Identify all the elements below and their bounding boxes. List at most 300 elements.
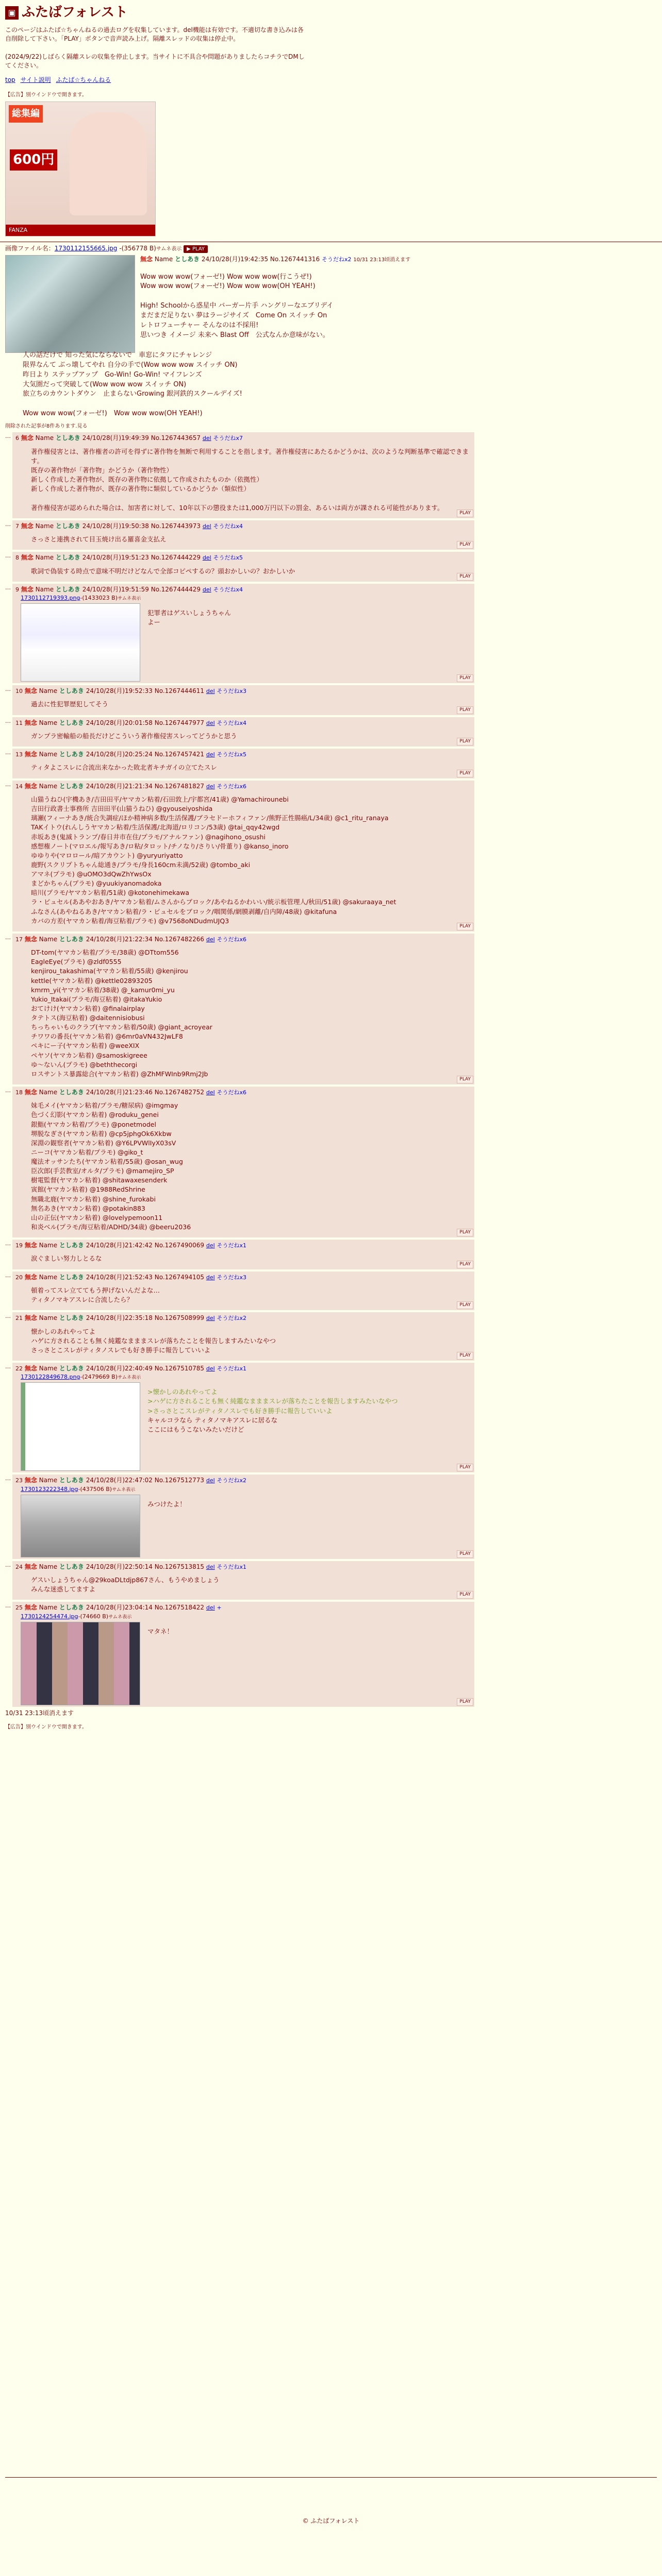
op-number: No.1267441316 bbox=[270, 256, 320, 263]
reply-name: としあき bbox=[59, 1242, 84, 1249]
reply-play-button[interactable]: PLAY bbox=[457, 706, 473, 714]
reply-post bbox=[12, 1561, 474, 1600]
reply-subject: 無念 bbox=[24, 935, 37, 943]
reply-play-button[interactable]: PLAY bbox=[457, 1076, 473, 1083]
reply-name: としあき bbox=[59, 1477, 84, 1484]
reply-index: 11 bbox=[15, 719, 23, 726]
reply-index: 18 bbox=[15, 1089, 23, 1096]
reply-row bbox=[5, 432, 657, 518]
op-body-1: Wow wow wow(フォーゼ!) Wow wow wow(行こうぜ!) Wow wow wow(フォーゼ!) Wow wow wow(OH YEAH!) High! Schoolから惑星中 バーガー片手 ハングリーなエブリデイ まだまだ足りない 夢はラージサイズ Come On スイッチ On レトロフューチャー そんなのは不採用! 思いつき イメージ 未来へ Blast Off 公式なんか意味がない。 bbox=[140, 273, 334, 339]
reply-number: No.1267513815 bbox=[154, 1563, 205, 1570]
op-body-2: 人の話だけで 知った気にならないで 車窓にタフにチャレンジ 限界なんて ぶっ壊してやれ 自分の手で(Wow wow wow スイッチ ON) 昨日より ステップアップ Go-Win! Go-Win! マイフレンズ 大気圏だって突破して(Wow wow wow スイッチ ON) 旅立ちのカウントダウン 止まらないGrowing 銀河鉄的スクールデイズ! Wow wow wow(フォーゼ!) Wow wow wow(OH YEAH!) bbox=[23, 351, 242, 418]
reply-play-button[interactable]: PLAY bbox=[457, 770, 473, 777]
reply-body: みつけたよ！ bbox=[147, 1500, 186, 1508]
op-date: 24/10/28(月)19:42:35 bbox=[201, 256, 269, 263]
name-label: Name bbox=[39, 1314, 58, 1322]
reply-name: としあき bbox=[59, 1364, 84, 1372]
reply-date: 24/10/28(月)19:49:39 bbox=[82, 434, 149, 442]
name-label: Name bbox=[39, 1242, 58, 1249]
reply-header bbox=[15, 1364, 471, 1373]
sod-button[interactable]: そうだねx1 bbox=[217, 1563, 246, 1570]
del-link[interactable]: del bbox=[206, 751, 215, 758]
reply-post bbox=[12, 781, 474, 931]
thumb-note: サムネ表示 bbox=[112, 1486, 136, 1493]
reply-header bbox=[15, 1603, 471, 1612]
sod-button[interactable]: そうだねx6 bbox=[217, 936, 246, 943]
reply-date: 24/10/28(月)19:51:23 bbox=[82, 554, 149, 562]
reply-list bbox=[5, 432, 657, 1706]
reply-header bbox=[15, 1273, 471, 1282]
reply-gutter: … bbox=[5, 934, 11, 941]
del-link[interactable]: del bbox=[202, 435, 211, 442]
op-file-link[interactable]: 1730112155665.jpg bbox=[54, 244, 118, 252]
sod-button[interactable]: + bbox=[217, 1604, 222, 1612]
reply-row bbox=[5, 552, 657, 582]
reply-number: No.1267444429 bbox=[151, 585, 201, 593]
reply-header bbox=[15, 1314, 471, 1323]
reply-play-button[interactable]: PLAY bbox=[457, 1301, 473, 1309]
reply-number: No.1267490069 bbox=[154, 1242, 205, 1249]
sod-button[interactable]: そうだねx4 bbox=[217, 719, 246, 726]
file-label: 画像ファイル名： bbox=[5, 244, 55, 252]
name-label: Name bbox=[35, 554, 54, 562]
reply-gutter: … bbox=[5, 433, 11, 440]
name-label: Name bbox=[35, 434, 54, 442]
reply-index: 20 bbox=[15, 1274, 23, 1281]
reply-row bbox=[5, 685, 657, 715]
reply-row bbox=[5, 584, 657, 683]
sod-button[interactable]: そうだねx5 bbox=[213, 554, 243, 562]
reply-row bbox=[5, 520, 657, 550]
reply-date: 24/10/28(月)23:04:14 bbox=[86, 1604, 153, 1612]
reply-index: 13 bbox=[15, 751, 23, 758]
reply-subject: 無念 bbox=[24, 1273, 37, 1281]
name-label: Name bbox=[39, 751, 58, 758]
reply-play-button[interactable]: PLAY bbox=[457, 1698, 473, 1706]
reply-body-wrap bbox=[147, 1387, 398, 1471]
reply-gutter: … bbox=[5, 552, 11, 560]
link-site-info[interactable]: サイト説明 bbox=[20, 76, 51, 83]
sod-button[interactable]: そうだねx7 bbox=[213, 435, 243, 442]
reply-name: としあき bbox=[59, 782, 84, 790]
site-title: ふたばフォレスト bbox=[22, 5, 128, 20]
reply-subject: 無念 bbox=[24, 1604, 37, 1612]
reply-gutter: … bbox=[5, 1313, 11, 1320]
reply-header bbox=[15, 782, 471, 791]
thumb-note: サムネ表示 bbox=[118, 1375, 141, 1381]
reply-name: としあき bbox=[55, 522, 80, 530]
reply-subject: 無念 bbox=[24, 1088, 37, 1096]
reply-subject: 無念 bbox=[24, 1242, 37, 1249]
reply-date: 24/10/28(月)21:42:42 bbox=[86, 1242, 153, 1249]
reply-date: 24/10/28(月)20:01:58 bbox=[86, 719, 153, 726]
reply-number: No.1267443657 bbox=[151, 434, 201, 442]
op-file-size: -(356778 B) bbox=[119, 244, 156, 252]
reply-date: 24/10/28(月)21:21:34 bbox=[86, 782, 153, 790]
reply-gutter: … bbox=[5, 1272, 11, 1279]
reply-play-button[interactable]: PLAY bbox=[457, 573, 473, 581]
reply-play-button[interactable]: PLAY bbox=[457, 541, 473, 549]
reply-header bbox=[15, 585, 471, 594]
op-thumbnail[interactable] bbox=[5, 255, 135, 353]
reply-gutter: … bbox=[5, 1087, 11, 1094]
op-header bbox=[140, 255, 410, 264]
reply-post bbox=[12, 934, 474, 1084]
reply-file-line bbox=[15, 594, 471, 602]
reply-body-wrap bbox=[147, 608, 231, 682]
reply-name: としあき bbox=[59, 1563, 84, 1570]
name-label: Name bbox=[39, 1273, 58, 1281]
reply-row bbox=[5, 1602, 657, 1706]
del-link[interactable]: del bbox=[206, 1604, 215, 1612]
reply-index: 24 bbox=[15, 1563, 23, 1570]
reply-number: No.1267457421 bbox=[154, 751, 205, 758]
del-link[interactable]: del bbox=[202, 522, 211, 530]
reply-thumbnail[interactable] bbox=[21, 603, 140, 682]
reply-play-button[interactable]: PLAY bbox=[457, 510, 473, 517]
name-label: Name bbox=[39, 935, 58, 943]
reply-name: としあき bbox=[59, 1314, 84, 1322]
reply-row bbox=[5, 1272, 657, 1311]
footer-divider bbox=[5, 2477, 657, 2478]
reply-name: としあき bbox=[59, 751, 84, 758]
reply-play-button[interactable]: PLAY bbox=[457, 923, 473, 930]
thumb-note: サムネ表示 bbox=[108, 1614, 132, 1620]
reply-gutter: … bbox=[5, 1602, 11, 1609]
reply-post bbox=[12, 1475, 474, 1558]
sod-button[interactable]: そうだねx5 bbox=[217, 751, 246, 758]
sod-button[interactable]: そうだねx6 bbox=[217, 1089, 246, 1096]
reply-number: No.1267518422 bbox=[154, 1604, 205, 1612]
reply-row bbox=[5, 717, 657, 747]
del-link[interactable]: del bbox=[206, 1477, 215, 1484]
del-link[interactable]: del bbox=[202, 554, 211, 562]
reply-name: としあき bbox=[55, 434, 80, 442]
reply-row bbox=[5, 934, 657, 1084]
reply-date: 24/10/28(月)22:35:18 bbox=[86, 1314, 153, 1322]
reply-index: 8 bbox=[15, 554, 19, 562]
name-label: Name bbox=[35, 585, 54, 593]
reply-post bbox=[12, 749, 474, 778]
reply-number: No.1267447977 bbox=[154, 719, 205, 726]
reply-gutter: … bbox=[5, 781, 11, 788]
reply-post bbox=[12, 1363, 474, 1472]
op-play-button[interactable]: ▶ PLAY bbox=[184, 245, 208, 253]
del-link[interactable]: del bbox=[206, 688, 215, 695]
reply-body: DT-tom(ヤマカン粘着/プラモ/38歳) @DTtom556 EagleEye(プラモ) @zldf0555 kenjirou_takashima(ヤマカン粘着/55歳) @kenjirou kettle(ヤマカン粘着) @kettle02893205 kmrm_yi(ヤマカン粘着/38歳) @_kamur0mi_yu Yukio_Itakai(プラモ/海豆粘着) @itakaYukio おてけけ(ヤマカン粘着) @finalairplay タテトス(海豆粘着) @daitennisiobusi ちっちゃいものクラブ(ヤマカン粘着/50歳) @giant_acroyear チワワの番長(ヤマカン粘着) @6mr0aVN432JwLF8 ペキにー子(ヤマカン粘着) @weeXIX ペヤソ(ヤマカン粘着) @samoskigreee ゆ～ないん(プラモ) @beththecorgi ロスサントス暴露総合(ヤマカン粘着) @ZhMFWInb9Rmj2Jb bbox=[31, 948, 212, 1078]
reply-post bbox=[12, 685, 474, 715]
reply-file-link[interactable]: 1730124254474.jpg bbox=[21, 1613, 78, 1620]
sod-button[interactable]: そうだねx1 bbox=[217, 1242, 246, 1249]
op-post bbox=[5, 255, 657, 353]
reply-name: としあき bbox=[55, 554, 80, 562]
site-logo-icon: ▣ bbox=[5, 6, 19, 20]
name-label: Name bbox=[39, 1088, 58, 1096]
reply-subject: 無念 bbox=[24, 782, 37, 790]
del-link[interactable]: del bbox=[206, 1274, 215, 1281]
reply-name: としあき bbox=[59, 687, 84, 695]
reply-number: No.1267444229 bbox=[151, 554, 201, 562]
reply-index: 17 bbox=[15, 936, 23, 943]
reply-index: 21 bbox=[15, 1315, 23, 1322]
op-subject: 無念 bbox=[140, 256, 153, 263]
reply-body-wrap bbox=[147, 1627, 173, 1705]
reply-number: No.1267494105 bbox=[154, 1273, 205, 1281]
reply-body: マタネ！ bbox=[147, 1627, 174, 1635]
reply-row bbox=[5, 1087, 657, 1238]
sod-button[interactable]: そうだねx3 bbox=[217, 1274, 246, 1281]
reply-subject: 無念 bbox=[24, 1563, 37, 1570]
name-label: Name bbox=[39, 782, 58, 790]
reply-subject: 無念 bbox=[24, 1477, 37, 1484]
reply-body: 過去に性犯罪歴犯してそう bbox=[31, 700, 109, 708]
del-link[interactable]: del bbox=[206, 783, 215, 790]
del-link[interactable]: del bbox=[206, 936, 215, 943]
reply-subject: 無念 bbox=[21, 434, 34, 442]
reply-header bbox=[15, 522, 471, 531]
reply-date: 24/10/28(月)22:40:49 bbox=[86, 1364, 153, 1372]
reply-number: No.1267444611 bbox=[154, 687, 205, 695]
thread bbox=[0, 244, 662, 1718]
reply-index: 9 bbox=[15, 586, 19, 593]
name-label: Name bbox=[39, 1477, 58, 1484]
reply-body: 歌詞で偽装する時点で意味不明だけどなんで全部コピペするの？頭おかしいの？おかしいか bbox=[31, 567, 295, 575]
reply-file-link[interactable]: 1730112719393.png bbox=[21, 595, 80, 602]
reply-post bbox=[12, 1312, 474, 1361]
reply-post bbox=[12, 1240, 474, 1269]
reply-gutter: … bbox=[5, 686, 11, 693]
reply-thumbnail[interactable] bbox=[21, 1622, 140, 1705]
ad-illustration bbox=[70, 112, 147, 215]
reply-header bbox=[15, 719, 471, 727]
reply-gutter: … bbox=[5, 520, 11, 528]
reply-body: 涙ぐましい努力しとるな bbox=[31, 1255, 102, 1263]
reply-file-size: -(437506 B) bbox=[78, 1485, 112, 1493]
reply-file-size: -(1433023 B) bbox=[80, 595, 118, 602]
copyright: © ふたばフォレスト bbox=[302, 2517, 360, 2524]
reply-gutter: … bbox=[5, 749, 11, 756]
sod-button[interactable]: そうだねx4 bbox=[213, 522, 243, 530]
link-top[interactable]: top bbox=[5, 76, 15, 83]
reply-name: としあき bbox=[59, 1604, 84, 1612]
deleted-note: 削除された記事が8件あります.見る bbox=[5, 423, 88, 429]
reply-thumbnail[interactable] bbox=[21, 1495, 140, 1557]
reply-date: 24/10/28(月)19:52:33 bbox=[86, 687, 153, 695]
reply-image-block bbox=[15, 603, 471, 682]
del-link[interactable]: del bbox=[206, 1242, 215, 1249]
reply-index: 14 bbox=[15, 783, 23, 790]
reply-subject: 無念 bbox=[21, 554, 34, 562]
op-name: としあき bbox=[175, 256, 200, 263]
reply-post bbox=[12, 1087, 474, 1238]
reply-thumbnail[interactable] bbox=[21, 1382, 140, 1471]
reply-image-block bbox=[15, 1622, 471, 1705]
reply-header bbox=[15, 434, 471, 443]
reply-post bbox=[12, 1602, 474, 1706]
reply-file-size: -(2479669 B) bbox=[80, 1374, 118, 1381]
reply-gutter: … bbox=[5, 717, 11, 724]
reply-play-button[interactable]: PLAY bbox=[457, 1591, 473, 1599]
reply-file-link[interactable]: 1730122849678.png bbox=[21, 1374, 80, 1381]
reply-number: No.1267481827 bbox=[154, 782, 205, 790]
op-file-line bbox=[5, 244, 657, 253]
reply-subject: 無念 bbox=[24, 687, 37, 695]
del-link[interactable]: del bbox=[202, 586, 211, 593]
reply-file-size: -(74660 B) bbox=[78, 1613, 109, 1620]
reply-gutter: … bbox=[5, 584, 11, 591]
reply-body: 妹毛メイ(ヤマカン粘着/プラモ/糖尿病) @imgmay 色づく幻影(ヤマカン粘着) @roduku_genei 銀鮨(ヤマカン粘着/プラモ) @ponetmodel 堺脱なぎさ(ヤマカン粘着) @cp5jphgOk6Xkbw 深淵の観察者(ヤマカン粘着) @Y6LPVWlIyX03sV ニーコ(ヤマカン粘着/プラモ) @giko_t 魔法オッサンたち(ヤマカン粘着/55歳) @osan_wug 臣次郎(手芸教室/オルタ/プラモ) @mamejiro_SP 樹電監督(ヤマカン粘着) @shitawaxesenderk 寅館(ヤマカン粘着) @1988RedShrine 無職北鹿(ヤマカン粘着) @shine_furokabi 無名あき(ヤマカン粘着) @potakin883 山の正伝(ヤマカン粘着) @lovelypemoon11 和炎ベル(プラモ/海豆粘着/ADHD/34歳) @beeru2036 bbox=[31, 1101, 191, 1231]
reply-row bbox=[5, 1561, 657, 1600]
name-label: Name bbox=[39, 1364, 58, 1372]
reply-body: 著作権侵害とは、著作権者の許可を得ずに著作物を無断で利用することを指します。著作権侵害にあたるかどうかは、次のような判断基準で確認できます。 既存の著作物が「著作物」かどうか（著作物性） 新しく作成した著作物が、既存の著作物に依拠して作成されたものか（依拠性） 新しく作成した著作物が、既存の著作物に類似しているかどうか（類似性） 著作権侵害が認められた場合は、加害者に対して、10年以下の懲役または1,000万円以下の罰金、あるいは両方が課される可能性があります。 bbox=[31, 447, 469, 512]
reply-index: 25 bbox=[15, 1604, 23, 1612]
name-label: Name bbox=[39, 1604, 58, 1612]
reply-date: 24/10/28(月)19:51:59 bbox=[82, 585, 149, 593]
reply-header bbox=[15, 1088, 471, 1097]
reply-play-button[interactable]: PLAY bbox=[457, 1464, 473, 1471]
reply-post bbox=[12, 552, 474, 582]
reply-file-line bbox=[15, 1485, 471, 1494]
reply-row bbox=[5, 781, 657, 931]
reply-header bbox=[15, 687, 471, 696]
del-link[interactable]: del bbox=[206, 1089, 215, 1096]
reply-image-block bbox=[15, 1495, 471, 1557]
reply-play-button[interactable]: PLAY bbox=[457, 738, 473, 745]
reply-date: 24/10/28(月)22:50:14 bbox=[86, 1563, 153, 1570]
reply-number: No.1267482266 bbox=[154, 935, 205, 943]
reply-play-button[interactable]: PLAY bbox=[457, 1550, 473, 1558]
name-label: Name bbox=[39, 719, 58, 726]
reply-gutter: … bbox=[5, 1475, 11, 1482]
reply-index: 7 bbox=[15, 522, 19, 530]
reply-index: 19 bbox=[15, 1242, 23, 1249]
sod-button[interactable]: そうだねx6 bbox=[217, 783, 246, 790]
reply-row bbox=[5, 1312, 657, 1361]
thumb-note: サムネ表示 bbox=[118, 596, 141, 602]
reply-number: No.1267443973 bbox=[151, 522, 201, 530]
reply-number: No.1267512773 bbox=[154, 1477, 205, 1484]
reply-index: 10 bbox=[15, 688, 23, 695]
reply-date: 24/10/28(月)22:47:02 bbox=[86, 1477, 153, 1484]
del-link[interactable]: del bbox=[206, 1563, 215, 1570]
del-link[interactable]: del bbox=[206, 1315, 215, 1322]
reply-date: 24/10/28(月)19:50:38 bbox=[82, 522, 149, 530]
reply-header bbox=[15, 1563, 471, 1571]
reply-gutter: … bbox=[5, 1363, 11, 1370]
reply-date: 24/10/28(月)21:22:34 bbox=[86, 935, 153, 943]
reply-body: キャルコラなら ティタノマキアスレに居るな ここにはもうこないみたいだけど bbox=[147, 1416, 278, 1433]
reply-post bbox=[12, 432, 474, 518]
footer-ad-label: 【広告】別ウインドウで開きます。 bbox=[5, 1724, 87, 1730]
ad-footer: FANZA bbox=[6, 225, 156, 236]
sod-button[interactable]: そうだねx2 bbox=[217, 1315, 246, 1322]
reply-row bbox=[5, 1475, 657, 1558]
reply-post bbox=[12, 1272, 474, 1311]
reply-date: 24/10/28(月)20:25:24 bbox=[86, 751, 153, 758]
reply-name: としあき bbox=[59, 1273, 84, 1281]
reply-play-button[interactable]: PLAY bbox=[457, 1352, 473, 1360]
reply-date: 24/10/28(月)21:52:43 bbox=[86, 1273, 153, 1281]
reply-index: 6 bbox=[15, 435, 19, 442]
reply-row bbox=[5, 749, 657, 778]
reply-row bbox=[5, 1240, 657, 1269]
reply-subject: 無念 bbox=[24, 751, 37, 758]
ad-badge: 総集編 bbox=[9, 105, 43, 123]
reply-subject: 無念 bbox=[24, 1364, 37, 1372]
expire-footer: 10/31 23:13頃消えます bbox=[5, 1709, 74, 1717]
reply-subject: 無念 bbox=[21, 585, 34, 593]
reply-subject: 無念 bbox=[24, 1314, 37, 1322]
reply-number: No.1267508999 bbox=[154, 1314, 205, 1322]
del-link[interactable]: del bbox=[206, 1365, 215, 1372]
thumb-note: サムネ表示 bbox=[156, 246, 182, 252]
reply-file-line bbox=[15, 1373, 471, 1381]
reply-post bbox=[12, 584, 474, 683]
reply-number: No.1267510785 bbox=[154, 1364, 205, 1372]
ad-price: 600円 bbox=[10, 149, 57, 171]
reply-number: No.1267482752 bbox=[154, 1088, 205, 1096]
reply-body-wrap bbox=[147, 1500, 186, 1557]
sod-button[interactable]: そうだねx4 bbox=[213, 586, 243, 593]
reply-play-button[interactable]: PLAY bbox=[457, 1229, 473, 1236]
reply-quote: >懐かしのあれやってよ >ハゲに方されることも無く純鑑なまままスレが落ちたことを報告しますみたいなやつ >さっさとこスレがティタノスレでも好き勝手に報告していいよ bbox=[147, 1388, 398, 1415]
reply-subject: 無念 bbox=[24, 719, 37, 726]
sod-button[interactable]: そうだねx3 bbox=[217, 688, 246, 695]
reply-gutter: … bbox=[5, 1561, 11, 1568]
op-sod-button[interactable]: そうだねx2 bbox=[322, 256, 352, 263]
reply-name: としあき bbox=[59, 935, 84, 943]
reply-index: 22 bbox=[15, 1365, 23, 1372]
reply-body: さっさと連携されて目玉焼け出る羅喜金支払え bbox=[31, 535, 167, 544]
reply-body: 頓着ってスレ立ててもう押げないんだよな… ティタノマキアスレに合流したら？ bbox=[31, 1286, 160, 1304]
reply-name: としあき bbox=[55, 585, 80, 593]
reply-body: 犯罪者はゲスいしょうちゃん よー bbox=[147, 609, 231, 626]
reply-index: 23 bbox=[15, 1477, 23, 1484]
reply-header bbox=[15, 1241, 471, 1250]
reply-body: 山猫うねひ(宇機あき/吉田田平/ヤマカン粘着/石田敦上/宇都宮/41歳) @Yamachirounebi 吉田行政書士事務所 吉田田平(山猫うねひ) @gyouseiyoshida 璃瀬(フィーナあき/統合失調症/ほか精神病多数/生活保護/ブラセドーホフィファン/熊野正性腸癌/L/34歳) @c1_ritu_ranaya TAKイトウ(れんしうヤマカン粘着/生活保護/北海道/ロリコン/53歳) @tai_qqy42wgd 赤坂あき(鬼滅トランプ/春日井市在住/プラモ/アナルファン) @nagihono_osushi 感想権ノート(マロエル/報写あき/ロ粘/タロット/チノなり/さりい/骨董り) @kanso_inoro ゆゆりや(マロロール/暗アカウント) @yuryuriyatto 鹿野(スクリプトちゃん総通き/プラモ/身長160cm未満/52歳) @tombo_aki アマネ(プラモ) @uOMO3dQwZhYwsOx まどかちゃん(プラモ) @yuukiyanomadoka 暗川(プラモ/ヤマカン粘着/51歳) @kotonehimekawa ラ・ピュセル(ああやおあき/ヤマカン粘着/ムさんからブロック/あやねるかわいい/統示板管理人/秋田/51歳) @sakuraaya_net ふなさん(あやねるあき/ヤマカン粘着/ラ・ピュセルをブロック/咽関係/網膜剥離/自内障/48歳) @kitafuna カバの方差(ヤマカン粘着/海豆粘着/プラモ) @v7568oNDudmUJQ3 bbox=[31, 795, 396, 925]
link-futaba[interactable]: ふたば☆ちゃんねる bbox=[56, 76, 111, 83]
reply-name: としあき bbox=[59, 719, 84, 726]
reply-gutter: … bbox=[5, 1240, 11, 1247]
reply-subject: 無念 bbox=[21, 522, 34, 530]
ad-banner[interactable] bbox=[5, 101, 156, 236]
reply-play-button[interactable]: PLAY bbox=[457, 1261, 473, 1268]
reply-post bbox=[12, 717, 474, 747]
name-label: Name bbox=[39, 687, 58, 695]
reply-body: ガンプラ密輸船の船長だけどこういう著作権侵害スレってどうかと思う bbox=[31, 732, 237, 740]
reply-play-button[interactable]: PLAY bbox=[457, 674, 473, 682]
reply-file-link[interactable]: 1730123222348.jpg bbox=[21, 1485, 78, 1493]
reply-row bbox=[5, 1363, 657, 1472]
top-links bbox=[5, 76, 657, 84]
reply-image-block bbox=[15, 1382, 471, 1471]
reply-date: 24/10/28(月)21:23:46 bbox=[86, 1088, 153, 1096]
reply-body: ゲスいしょうちゃん@29koaDLtdjp867さん、もうやめましょう みんな迷惑してますよ bbox=[31, 1576, 220, 1594]
sod-button[interactable]: そうだねx2 bbox=[217, 1477, 246, 1484]
ad-label: 【広告】別ウインドウで開きます。 bbox=[5, 92, 87, 98]
name-label: Name bbox=[154, 256, 173, 263]
op-expires: 10/31 23:13頃消えます bbox=[353, 257, 411, 263]
del-link[interactable]: del bbox=[206, 719, 215, 726]
sod-button[interactable]: そうだねx1 bbox=[217, 1365, 246, 1372]
reply-body: 懐かしのあれやってよ ハゲに方されることも無く純鑑なまままスレが落ちたことを報告しますみたいなやつ さっさとこスレがティタノスレでも好き勝手に報告していいよ bbox=[31, 1327, 276, 1354]
name-label: Name bbox=[39, 1563, 58, 1570]
reply-file-line bbox=[15, 1613, 471, 1621]
reply-body: ティタよこスレに合流出来なかった敗北者キチガイの立てたスレ bbox=[31, 764, 217, 772]
reply-header bbox=[15, 553, 471, 562]
reply-header bbox=[15, 750, 471, 759]
reply-header bbox=[15, 935, 471, 944]
